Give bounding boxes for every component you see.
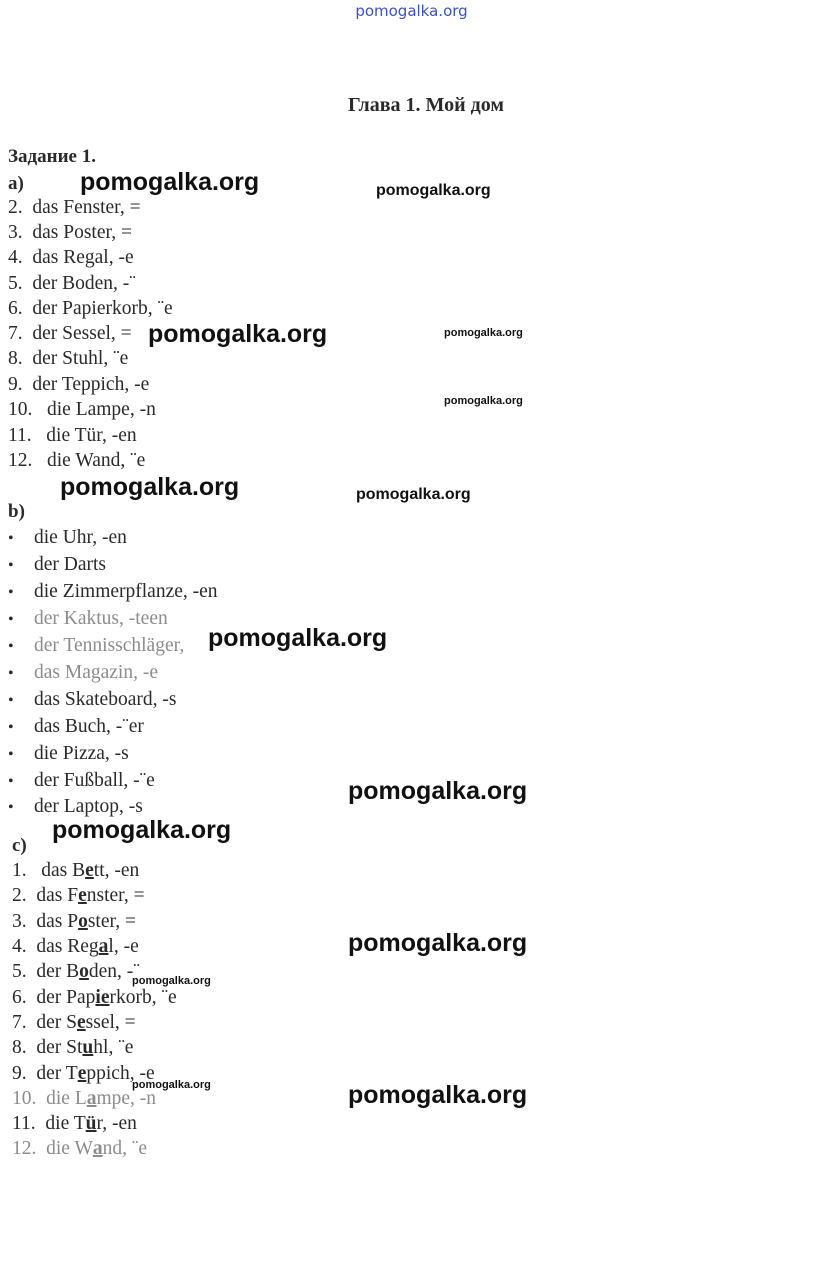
item-number: 10.: [12, 1088, 37, 1109]
bullet: •: [8, 719, 14, 736]
item-text: die Zimmerpflanze, -en: [34, 581, 218, 602]
list-item: [8, 222, 132, 244]
site-link[interactable]: pomogalka.org: [355, 2, 468, 20]
section-b-label: b): [8, 501, 25, 522]
item-text: der Boden, -¨: [32, 273, 136, 294]
item-text: ssel, =: [85, 1012, 136, 1033]
item-number: 11.: [12, 1113, 36, 1134]
stress-mark: u: [82, 1037, 94, 1058]
watermark: pomogalka.org: [132, 975, 211, 987]
item-text: das Buch, -¨er: [34, 716, 144, 737]
list-item: [12, 911, 136, 933]
list-item: [12, 1088, 156, 1110]
stress-mark: o: [78, 911, 88, 932]
bullet: •: [8, 530, 14, 547]
watermark: pomogalka.org: [148, 320, 328, 348]
item-number: 2.: [8, 197, 23, 218]
item-text: die W: [46, 1138, 93, 1159]
item-text: die T: [45, 1113, 86, 1134]
item-text: nd, ¨e: [102, 1138, 148, 1159]
item-text: der St: [36, 1037, 83, 1058]
bullet: •: [8, 799, 14, 816]
item-text: tt, -en: [93, 860, 140, 881]
item-number: 8.: [12, 1037, 27, 1058]
list-item: [8, 662, 158, 685]
item-text: der Teppich, -e: [32, 374, 150, 395]
item-text: der B: [36, 961, 80, 982]
section-c-label: c): [12, 835, 27, 856]
list-item: [8, 425, 137, 447]
stress-mark: e: [85, 860, 94, 881]
item-text: das Regal, -e: [32, 247, 134, 268]
list-item: [8, 581, 218, 604]
watermark: pomogalka.org: [356, 486, 471, 503]
stress-mark: e: [78, 885, 87, 906]
watermark: pomogalka.org: [348, 929, 528, 957]
item-text: l, -e: [108, 936, 139, 957]
item-text: der Sessel, =: [32, 323, 132, 344]
watermark: pomogalka.org: [60, 473, 240, 501]
item-number: 2.: [12, 885, 27, 906]
item-text: die Tür, -en: [46, 425, 137, 446]
item-text: der Laptop, -s: [34, 796, 143, 817]
list-item: [8, 770, 155, 793]
item-text: der Papierkorb, ¨e: [32, 298, 173, 319]
item-number: 11.: [8, 425, 32, 446]
item-text: der Kaktus, -teen: [34, 608, 168, 629]
item-number: 12.: [12, 1138, 37, 1159]
item-number: 4.: [8, 247, 23, 268]
list-item: [8, 635, 184, 658]
list-item: [8, 374, 149, 396]
item-text: ppich, -e: [86, 1063, 155, 1084]
bullet: •: [8, 557, 14, 574]
item-text: die Lampe, -n: [47, 399, 156, 420]
list-item: [8, 450, 145, 472]
stress-mark: a: [86, 1088, 97, 1109]
item-text: die Pizza, -s: [34, 743, 129, 764]
item-text: der Tennisschläger,: [34, 635, 185, 656]
stress-mark: e: [77, 1012, 86, 1033]
watermark: pomogalka.org: [348, 777, 528, 805]
item-number: 7.: [8, 323, 23, 344]
item-text: rkorb, ¨e: [109, 987, 177, 1008]
item-text: das F: [36, 885, 79, 906]
item-text: das B: [41, 860, 86, 881]
watermark: pomogalka.org: [208, 624, 388, 652]
item-number: 6.: [8, 298, 23, 319]
list-item: [8, 197, 141, 219]
item-number: 10.: [8, 399, 33, 420]
item-text: der T: [36, 1063, 78, 1084]
list-item: [8, 716, 144, 739]
list-item: [8, 247, 134, 269]
list-item: [12, 1138, 147, 1160]
item-text: der Stuhl, ¨e: [32, 348, 129, 369]
list-item: [12, 885, 145, 907]
stress-mark: o: [79, 961, 89, 982]
list-item: [8, 554, 106, 577]
item-number: 5.: [12, 961, 27, 982]
watermark: pomogalka.org: [444, 395, 523, 407]
watermark: pomogalka.org: [52, 816, 232, 844]
list-item: [8, 608, 168, 631]
bullet: •: [8, 611, 14, 628]
bullet: •: [8, 746, 14, 763]
list-item: [8, 348, 128, 370]
list-item: [8, 527, 127, 550]
item-text: mpe, -n: [96, 1088, 157, 1109]
bullet: •: [8, 773, 14, 790]
list-item: [12, 860, 139, 882]
item-text: der Darts: [34, 554, 107, 575]
list-item: [8, 298, 173, 320]
item-text: die Uhr, -en: [34, 527, 127, 548]
bullet: •: [8, 665, 14, 682]
list-item: [12, 1037, 133, 1059]
section-a-label: a): [8, 173, 24, 194]
item-number: 3.: [8, 222, 23, 243]
list-item: [12, 987, 177, 1009]
item-text: der Pap: [36, 987, 96, 1008]
item-text: den, -¨: [88, 961, 140, 982]
item-text: ster, =: [87, 911, 136, 932]
watermark: pomogalka.org: [348, 1081, 528, 1109]
list-item: [12, 961, 140, 983]
stress-mark: a: [98, 936, 109, 957]
page-title: Глава 1. Мой дом: [348, 94, 504, 116]
list-item: [12, 1113, 137, 1135]
item-number: 9.: [8, 374, 23, 395]
task-heading: Задание 1.: [8, 146, 96, 167]
item-number: 6.: [12, 987, 27, 1008]
item-text: das Fenster, =: [32, 197, 141, 218]
stress-mark: ie: [95, 987, 110, 1008]
list-item: [8, 273, 136, 295]
item-number: 4.: [12, 936, 27, 957]
list-item: [12, 936, 139, 958]
list-item: [12, 1012, 136, 1034]
item-text: die Wand, ¨e: [47, 450, 146, 471]
item-text: hl, ¨e: [93, 1037, 134, 1058]
bullet: •: [8, 638, 14, 655]
item-text: der Fußball, -¨e: [34, 770, 155, 791]
list-item: [8, 399, 156, 421]
stress-mark: a: [92, 1138, 103, 1159]
item-number: 5.: [8, 273, 23, 294]
list-item: [8, 689, 176, 712]
item-text: das Poster, =: [32, 222, 132, 243]
item-number: 9.: [12, 1063, 27, 1084]
item-text: das P: [36, 911, 79, 932]
bullet: •: [8, 692, 14, 709]
watermark: pomogalka.org: [376, 182, 491, 199]
list-item: [8, 323, 132, 345]
bullet: •: [8, 584, 14, 601]
item-text: die L: [46, 1088, 87, 1109]
list-item: [8, 743, 129, 766]
item-number: 7.: [12, 1012, 27, 1033]
item-text: r, -en: [96, 1113, 137, 1134]
stress-mark: ü: [85, 1113, 97, 1134]
stress-mark: e: [77, 1063, 87, 1084]
watermark: pomogalka.org: [132, 1079, 211, 1091]
item-text: das Magazin, -e: [34, 662, 158, 683]
item-text: das Skateboard, -s: [34, 689, 177, 710]
item-text: nster, =: [86, 885, 145, 906]
watermark: pomogalka.org: [80, 168, 260, 196]
item-text: der S: [36, 1012, 77, 1033]
item-number: 12.: [8, 450, 33, 471]
watermark: pomogalka.org: [444, 327, 523, 339]
item-number: 1.: [12, 860, 27, 881]
item-number: 3.: [12, 911, 27, 932]
item-text: das Reg: [36, 936, 99, 957]
item-number: 8.: [8, 348, 23, 369]
